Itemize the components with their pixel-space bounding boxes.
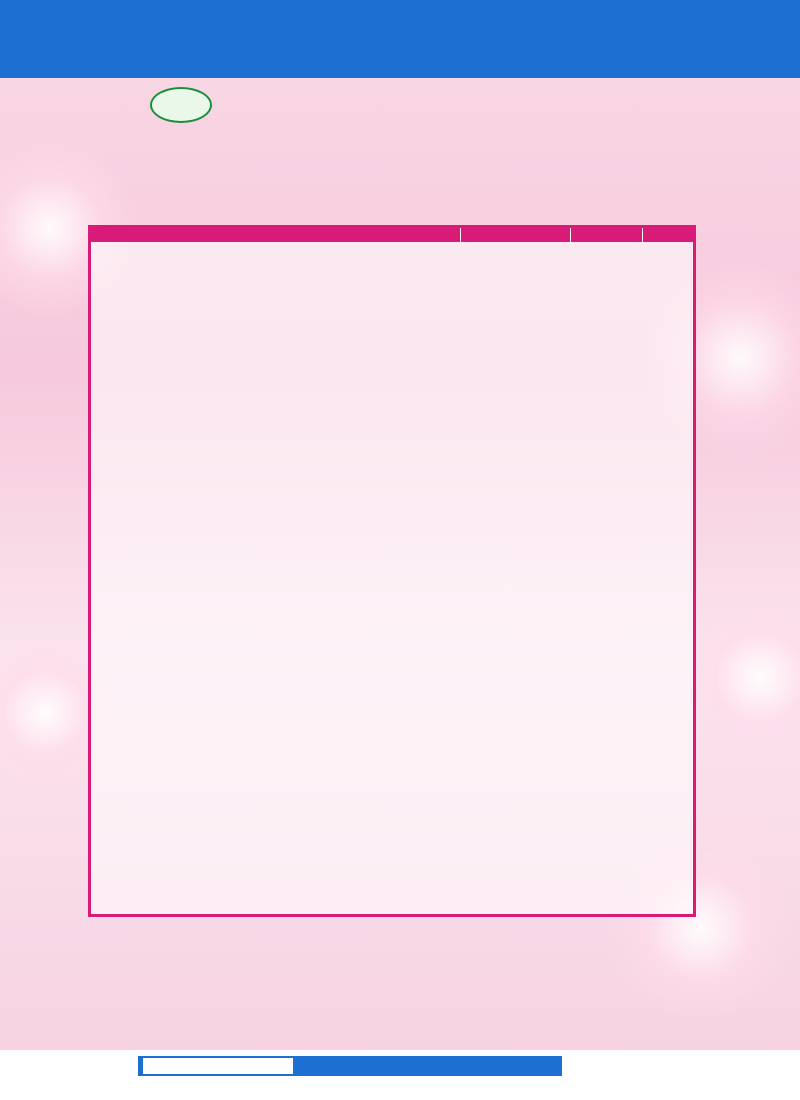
top-banner [0, 0, 800, 78]
header-date [461, 228, 571, 242]
footer-bar [0, 1050, 800, 1100]
itinerary-table [88, 225, 696, 917]
header-price [643, 228, 693, 242]
poster-header [0, 78, 800, 238]
blossom-decoration [680, 598, 800, 758]
header-hotel [571, 228, 643, 242]
header-route [91, 228, 461, 242]
poster [0, 78, 800, 1050]
company-logo-icon [150, 87, 212, 123]
edition-box [142, 1057, 294, 1075]
table-header [91, 228, 693, 242]
table-body [91, 242, 693, 914]
